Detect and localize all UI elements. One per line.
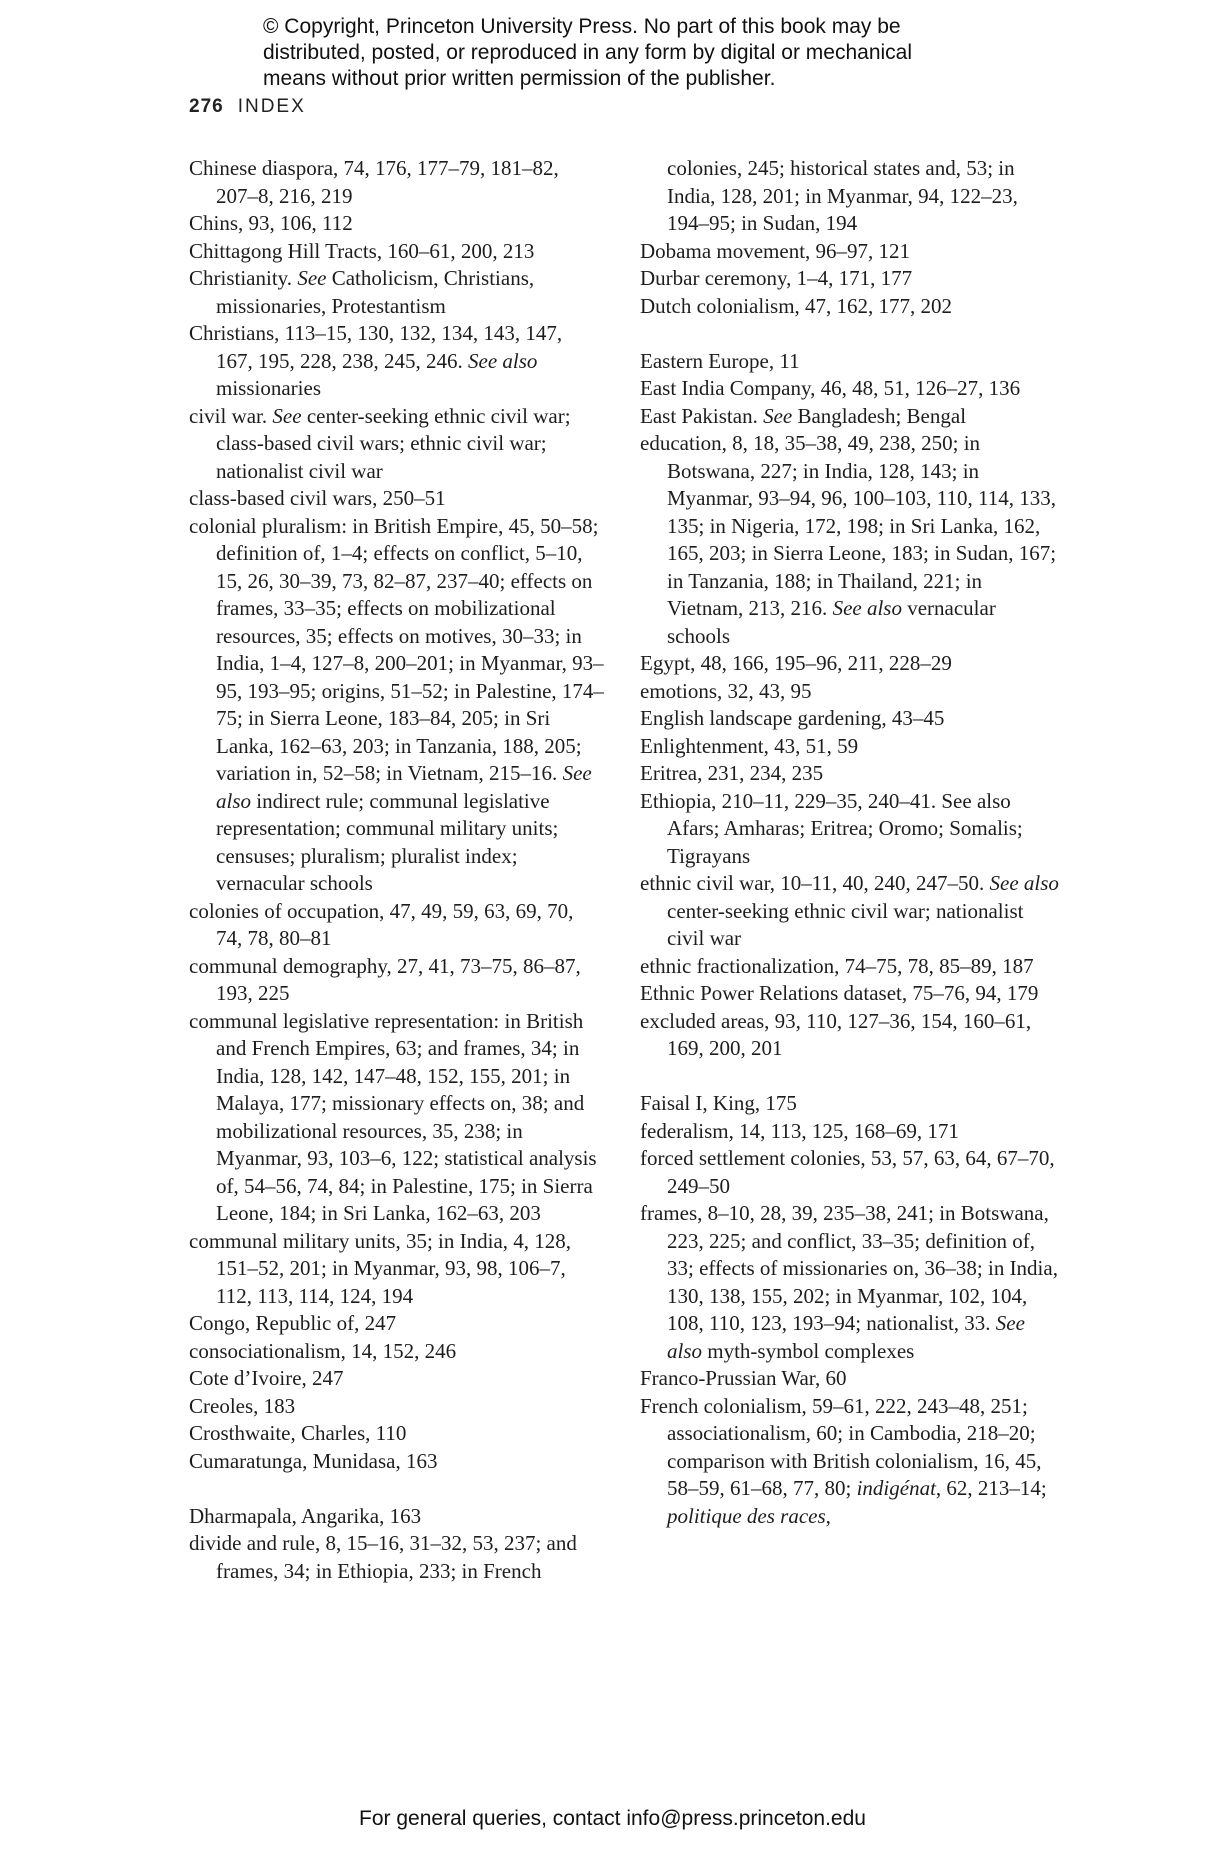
index-entry — [640, 1118, 1060, 1146]
index-entry — [189, 1503, 604, 1531]
cross-reference-label: See also — [216, 761, 592, 813]
index-entry — [189, 1393, 604, 1421]
entry-text: frames, 8–10, 28, 39, 235–38, 241; in Botswana, 223, 225; and conflict, 33–35; definition of, 33; effects of missionaries on, 36–38; in India, 130, 138, 155, 202; in Myanmar, 102, 104, 108, 110, 123, 193–94; nationalist, 33. — [640, 1201, 1058, 1335]
index-entry — [640, 953, 1060, 981]
letter-group-gap — [640, 1063, 1060, 1091]
cross-reference-label: See — [297, 266, 327, 290]
entry-text: ethnic civil war, 10–11, 40, 240, 247–50. — [640, 871, 990, 895]
entry-text: Dharmapala, Angarika, 163 — [189, 1503, 422, 1528]
index-entry — [640, 788, 1060, 871]
entry-text: missionaries — [216, 376, 321, 400]
entry-text: forced settlement colonies, 53, 57, 63, 64, 67–70, 249–50 — [640, 1146, 1055, 1198]
index-entry — [640, 403, 1060, 431]
entry-text: Catholicism, Christians, missionaries, Protestantism — [216, 266, 535, 318]
index-entry — [640, 238, 1060, 266]
entry-text: Enlightenment, 43, 51, 59 — [640, 733, 859, 758]
index-entry — [640, 348, 1060, 376]
index-entry — [640, 705, 1060, 733]
running-head — [189, 96, 306, 118]
index-entry — [189, 1228, 604, 1311]
entry-text: communal legislative representation: in British and French Empires, 63; and frames, 34; in India, 128, 142, 147–48, 152, 155, 201; in Malaya, 177; missionary effects on, 38; and mobilizational resources, 35, 238; in Myanmar, 93, 103–6, 122; statistical analysis of, 54–56, 74, 84; in Palestine, 175; in Sierra Leone, 184; in Sri Lanka, 162–63, 203 — [189, 1008, 597, 1225]
cross-reference-label: See also — [832, 596, 902, 620]
cross-reference-label: See — [763, 403, 793, 428]
index-entry — [189, 1420, 604, 1448]
copyright-notice — [263, 14, 1023, 92]
entry-text: Christianity. — [189, 266, 298, 290]
entry-text: consociationalism, 14, 152, 246 — [189, 1338, 457, 1363]
cross-reference-label: politique des races — [667, 1503, 826, 1528]
entry-text: Eastern Europe, 11 — [640, 348, 800, 373]
index-column-right — [640, 155, 1060, 1530]
index-entry — [189, 210, 604, 238]
index-entry — [640, 678, 1060, 706]
index-entry — [640, 375, 1060, 403]
entry-text: Franco-Prussian War, 60 — [640, 1366, 847, 1390]
entry-text: East India Company, 46, 48, 51, 126–27, 136 — [640, 376, 1021, 400]
index-entry — [640, 1008, 1060, 1063]
entry-text: civil war. — [189, 403, 273, 428]
index-entry — [189, 1310, 604, 1338]
index-entry-continued — [640, 155, 1060, 238]
entry-text: Durbar ceremony, 1–4, 171, 177 — [640, 266, 913, 290]
index-entry — [189, 953, 604, 1008]
index-entry — [189, 320, 604, 403]
entry-text: Cote d’Ivoire, 247 — [189, 1366, 344, 1390]
entry-text: , 62, 213–14; — [935, 1476, 1047, 1500]
entry-text: indirect rule; communal legislative representation; communal military units; censuses; pluralism; pluralist index; vernacular schools — [216, 788, 559, 895]
index-entry — [189, 485, 604, 513]
entry-text: federalism, 14, 113, 125, 168–69, 171 — [640, 1118, 959, 1143]
index-entry — [640, 650, 1060, 678]
entry-text: Ethiopia, 210–11, 229–35, 240–41. See also Afars; Amharas; Eritrea; Oromo; Somalis; Tigrayans — [640, 788, 1023, 868]
cross-reference-label: indigénat — [856, 1476, 936, 1500]
entry-text: education, 8, 18, 35–38, 49, 238, 250; in Botswana, 227; in India, 128, 143; in Myanmar, 93–94, 96, 100–103, 110, 114, 133, 135; in Nigeria, 172, 198; in Sri Lanka, 162, 165, 203; in Sierra Leone, 183; in Sudan, 167; in Tanzania, 188; in Thailand, 221; in Vietnam, 213, 216. — [640, 431, 1057, 620]
index-entry — [640, 1145, 1060, 1200]
copyright-line: © Copyright, Princeton University Press. No part of this book may be — [263, 15, 901, 38]
cross-reference-label: See also — [468, 348, 538, 373]
entry-text: Chinese diaspora, 74, 176, 177–79, 181–82, 207–8, 216, 219 — [189, 156, 559, 208]
index-entry — [189, 403, 604, 486]
entry-text: Eritrea, 231, 234, 235 — [640, 761, 824, 785]
index-entry — [189, 513, 604, 898]
cross-reference-label: See also — [989, 871, 1059, 895]
entry-text: Cumaratunga, Munidasa, 163 — [189, 1448, 438, 1473]
index-entry — [189, 1008, 604, 1228]
entry-text: communal demography, 27, 41, 73–75, 86–87, 193, 225 — [189, 953, 581, 1005]
index-entry — [640, 293, 1060, 321]
entry-text: excluded areas, 93, 110, 127–36, 154, 160–61, 169, 200, 201 — [640, 1008, 1032, 1060]
index-entry — [640, 980, 1060, 1008]
index-entry — [640, 265, 1060, 293]
index-entry — [189, 1448, 604, 1476]
index-entry — [189, 898, 604, 953]
entry-text: Crosthwaite, Charles, 110 — [189, 1421, 407, 1445]
index-entry — [640, 1365, 1060, 1393]
entry-text: communal military units, 35; in India, 4, 128, 151–52, 201; in Myanmar, 93, 98, 106–7, 112, 113, 114, 124, 194 — [189, 1228, 572, 1308]
entry-text: center-seeking ethnic civil war; class-based civil wars; ethnic civil war; nationalist civil war — [216, 403, 571, 483]
index-column-left — [189, 155, 604, 1585]
entry-text: emotions, 32, 43, 95 — [640, 678, 812, 703]
index-entry — [640, 760, 1060, 788]
entry-text: Christians, 113–15, 130, 132, 134, 143, 147, 167, 195, 228, 238, 245, 246. — [189, 321, 563, 373]
running-title: INDEX — [237, 96, 306, 117]
index-entry — [189, 155, 604, 210]
entry-text: colonial pluralism: in British Empire, 45, 50–58; definition of, 1–4; effects on conflict, 5–10, 15, 26, 30–39, 73, 82–87, 237–40; effects on frames, 33–35; effects on mobilizational resources, 35; effects on motives, 30–33; in India, 1–4, 127–8, 200–201; in Myanmar, 93–95, 193–95; origins, 51–52; in Palestine, 174–75; in Sierra Leone, 183–84, 205; in Sri Lanka, 162–63, 203; in Tanzania, 188, 205; variation in, 52–58; in Vietnam, 215–16. — [189, 513, 604, 785]
index-entry — [640, 870, 1060, 953]
copyright-line: distributed, posted, or reproduced in any form by digital or mechanical — [263, 41, 913, 64]
entry-text: class-based civil wars, 250–51 — [189, 486, 446, 510]
entry-text: myth-symbol complexes — [702, 1338, 915, 1363]
index-entry — [189, 1365, 604, 1393]
entry-text: English landscape gardening, 43–45 — [640, 706, 945, 730]
index-entry — [640, 1200, 1060, 1365]
copyright-line: means without prior written permission of the publisher. — [263, 67, 776, 90]
index-entry — [189, 1338, 604, 1366]
letter-group-gap — [640, 320, 1060, 348]
index-entry — [640, 1090, 1060, 1118]
index-entry — [189, 265, 604, 320]
index-entry — [640, 733, 1060, 761]
entry-text: colonies of occupation, 47, 49, 59, 63, 69, 70, 74, 78, 80–81 — [189, 898, 574, 950]
entry-text: Chittagong Hill Tracts, 160–61, 200, 213 — [189, 238, 535, 263]
entry-text: ethnic fractionalization, 74–75, 78, 85–89, 187 — [640, 953, 1034, 978]
entry-text: vernacular schools — [667, 596, 996, 648]
entry-text: , — [825, 1503, 831, 1528]
index-entry — [189, 238, 604, 266]
entry-text: Dutch colonialism, 47, 162, 177, 202 — [640, 293, 953, 318]
entry-text: center-seeking ethnic civil war; nationalist civil war — [667, 898, 1024, 950]
entry-text: Congo, Republic of, 247 — [189, 1311, 397, 1335]
index-entry — [640, 430, 1060, 650]
cross-reference-label: See — [272, 403, 302, 428]
letter-group-gap — [189, 1475, 604, 1503]
entry-text: Bangladesh; Bengal — [792, 403, 967, 428]
entry-text: East Pakistan. — [640, 403, 764, 428]
footer-contact: For general queries, contact info@press.princeton.edu — [359, 1807, 866, 1830]
entry-text: Egypt, 48, 166, 195–96, 211, 228–29 — [640, 651, 952, 675]
entry-text: colonies, 245; historical states and, 53; in India, 128, 201; in Myanmar, 94, 122–23, 194–95; in Sudan, 194 — [667, 156, 1018, 235]
page-number: 276 — [189, 96, 224, 117]
entry-text: divide and rule, 8, 15–16, 31–32, 53, 237; and frames, 34; in Ethiopia, 233; in French — [189, 1531, 577, 1583]
cross-reference-label: See also — [667, 1311, 1025, 1363]
entry-text: French colonialism, 59–61, 222, 243–48, 251; associationalism, 60; in Cambodia, 218–20; comparison with British colonialism, 16, 45, 58–59, 61–68, 77, 80; — [640, 1393, 1042, 1500]
entry-text: Dobama movement, 96–97, 121 — [640, 238, 911, 263]
index-entry — [640, 1393, 1060, 1531]
entry-text: Ethnic Power Relations dataset, 75–76, 94, 179 — [640, 981, 1039, 1005]
entry-text: Faisal I, King, 175 — [640, 1091, 797, 1115]
index-entry — [189, 1530, 604, 1585]
entry-text: Creoles, 183 — [189, 1393, 296, 1418]
entry-text: Chins, 93, 106, 112 — [189, 211, 353, 235]
